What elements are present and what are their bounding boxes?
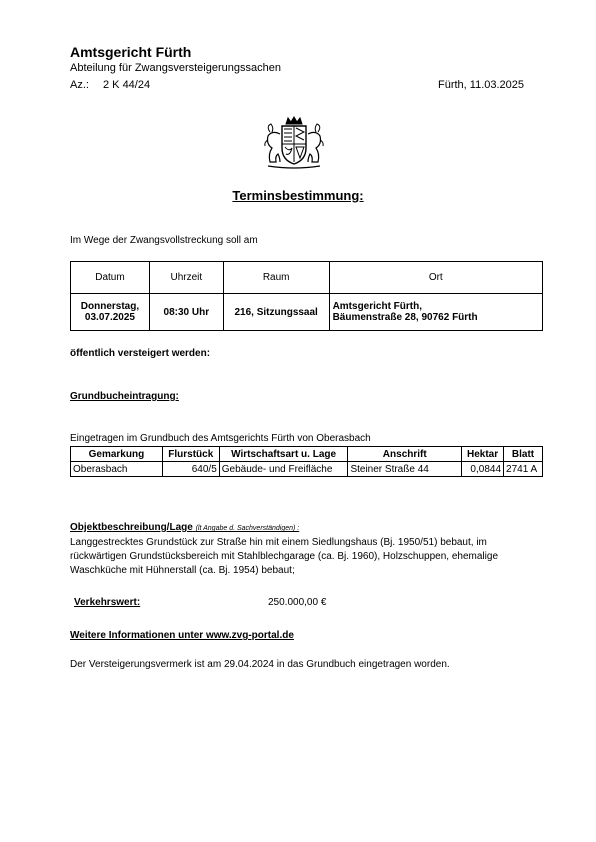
place-address: Bäumenstraße 28, 90762 Fürth	[332, 312, 478, 323]
bavarian-coat-of-arms-icon	[262, 114, 326, 170]
department: Abteilung für Zwangsversteigerungssachen	[70, 62, 281, 74]
table-cell: 2741 A	[504, 462, 543, 477]
header-cell: Datum	[71, 262, 150, 294]
room-cell: 216, Sitzungssaal	[223, 294, 329, 331]
header-cell: Blatt	[504, 447, 543, 462]
object-description-text: Langgestrecktes Grundstück zur Straße hin mit einem Siedlungshaus (Bj. 1950/51) bebaut, im rückwärtigen Grundstücksbereich mit Stahlblechgarage (ca. Bj. 1960), Holzschuppen, ehemalige Waschküche mit Hühnerstall (ca. Bj. 1954) bebaut;	[70, 537, 499, 576]
place-name: Amtsgericht Fürth,	[332, 301, 423, 312]
table-header-row	[71, 262, 543, 294]
auction-statement: öffentlich versteigert werden:	[70, 348, 211, 359]
place-cell	[329, 294, 542, 331]
court-name: Amtsgericht Fürth	[70, 44, 192, 60]
page-title	[0, 188, 596, 203]
time-cell: 08:30 Uhr	[149, 294, 223, 331]
header-cell: Hektar	[462, 447, 504, 462]
table-cell: 640/5	[162, 462, 219, 477]
header-cell: Flurstück	[162, 447, 219, 462]
header-cell: Ort	[329, 262, 542, 294]
case-number: 2 K 44/24	[103, 79, 151, 91]
header-cell: Uhrzeit	[149, 262, 223, 294]
object-description-note: (lt Angabe d. Sachverständigen) :	[195, 525, 300, 532]
land-register-title: Grundbucheintragung:	[70, 391, 179, 402]
table-cell: Gebäude- und Freifläche	[219, 462, 348, 477]
header-cell: Anschrift	[348, 447, 462, 462]
market-value-label: Verkehrswert:	[74, 597, 141, 608]
intro-text: Im Wege der Zwangsvollstreckung soll am	[70, 235, 258, 246]
land-register-table	[70, 446, 543, 477]
table-cell: Oberasbach	[71, 462, 163, 477]
date-weekday: Donnerstag,	[80, 301, 140, 312]
register-note: Der Versteigerungsvermerk ist am 29.04.2024 in das Grundbuch eingetragen worden.	[70, 659, 450, 670]
market-value: 250.000,00 €	[268, 597, 327, 608]
date-cell	[71, 294, 150, 331]
table-row	[71, 294, 543, 331]
object-description-label: Objektbeschreibung/Lage	[70, 522, 193, 533]
object-description-title	[70, 522, 299, 533]
header-cell: Raum	[223, 262, 329, 294]
table-header-row	[71, 447, 543, 462]
header-cell: Wirtschaftsart u. Lage	[219, 447, 348, 462]
page-title-text: Terminsbestimmung:	[232, 188, 364, 203]
case-number-label: Az.:	[70, 79, 89, 91]
header-cell: Gemarkung	[71, 447, 163, 462]
table-cell: 0,0844	[462, 462, 504, 477]
place-date: Fürth, 11.03.2025	[438, 79, 525, 91]
info-link[interactable]: Weitere Informationen unter www.zvg-portal.de	[70, 630, 294, 641]
appointment-table	[70, 261, 543, 331]
land-register-intro: Eingetragen im Grundbuch des Amtsgerichts Fürth von Oberasbach	[70, 433, 371, 444]
date-value: 03.07.2025	[84, 312, 135, 323]
table-cell: Steiner Straße 44	[348, 462, 462, 477]
table-row	[71, 462, 543, 477]
